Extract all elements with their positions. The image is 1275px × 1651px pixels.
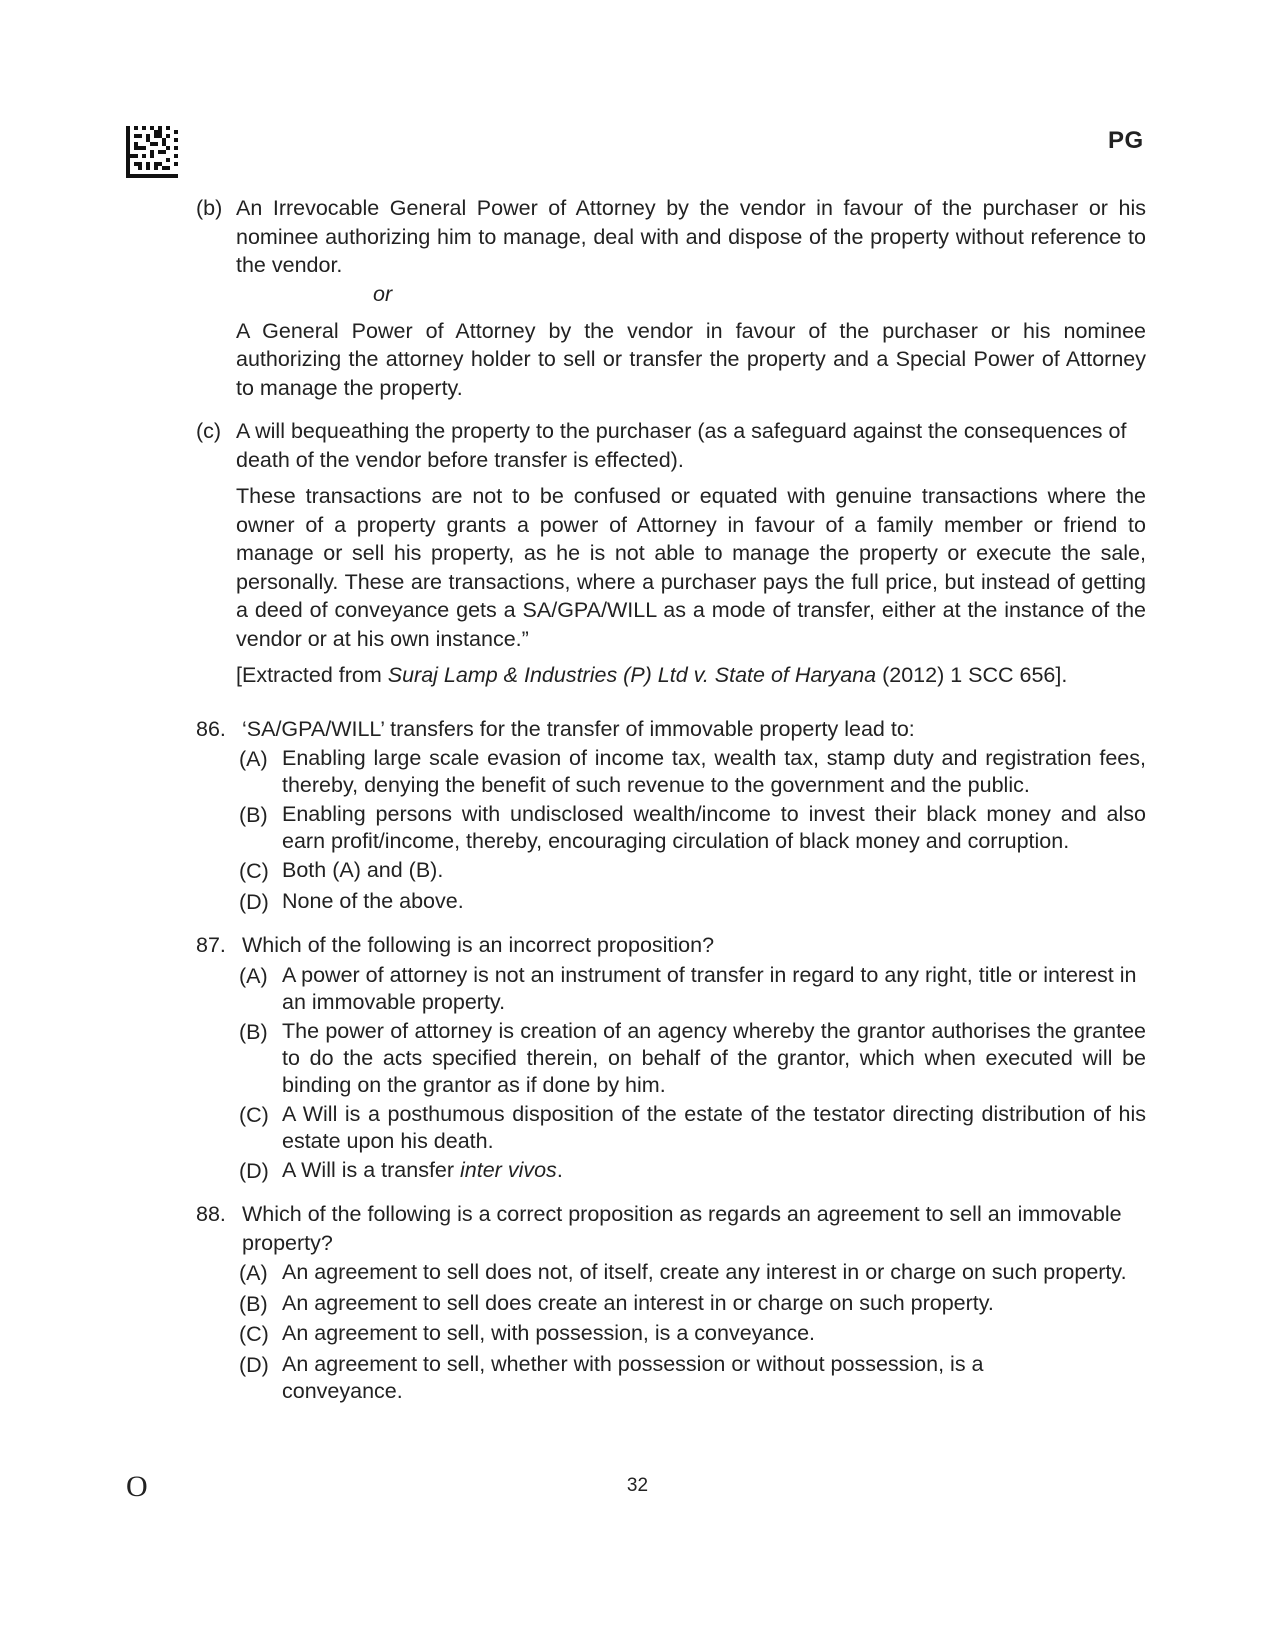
option-label: (A) xyxy=(239,963,268,988)
option-label: (D) xyxy=(239,1158,269,1183)
question-text: Which of the following is an incorrect proposition? xyxy=(242,933,715,957)
option-label: (C) xyxy=(239,1322,269,1346)
option-text-emphasis: inter vivos xyxy=(460,1157,557,1182)
question-88 xyxy=(196,1200,1146,1405)
option-c xyxy=(239,857,1146,886)
option-label: (A) xyxy=(239,747,268,771)
citation-case-name: Suraj Lamp & Industries (P) Ltd v. State of Haryana xyxy=(387,663,877,687)
option-text-pre: A Will is a transfer xyxy=(282,1157,461,1182)
option-a xyxy=(239,1259,1146,1288)
passage-item-c xyxy=(196,417,1146,690)
option-b xyxy=(239,1290,1146,1319)
option-d xyxy=(239,888,1146,917)
passage-text: An Irrevocable General Power of Attorney by the vendor in favour of the purchaser or his nominee authorizing him to manage, deal with and dispose of the property without reference to the vendor. xyxy=(236,196,1146,277)
passage-item-b xyxy=(196,194,1146,402)
option-a xyxy=(239,745,1146,799)
question-number: 87. xyxy=(196,933,226,957)
option-c xyxy=(239,1101,1146,1155)
question-text: Which of the following is a correct proposition as regards an agreement to sell an immovable property? xyxy=(242,1202,1122,1255)
or-separator: or xyxy=(373,281,393,306)
citation-post: (2012) 1 SCC 656]. xyxy=(876,663,1068,687)
passage-text: These transactions are not to be confused or equated with genuine transactions where the owner of a property grants a power of Attorney in favour of a family member or friend to manage or sell his property, as he is not able to manage the property or execute the sale, personally. These are transactions, where a purchaser pays the full price, but instead of getting a deed of conveyance gets a SA/GPA/WILL as a mode of transfer, either at the instance of the vendor or at his own instance.” xyxy=(236,484,1146,651)
option-a xyxy=(239,962,1146,1016)
qr-code-icon xyxy=(126,126,178,178)
set-code: O xyxy=(126,1470,148,1503)
option-text: An agreement to sell, with possession, is a conveyance. xyxy=(282,1321,816,1345)
option-text: Both (A) and (B). xyxy=(282,858,444,882)
option-text: An agreement to sell, whether with possession or without possession, is a conveyance. xyxy=(282,1351,984,1403)
option-b xyxy=(239,801,1146,855)
option-label: (D) xyxy=(239,1352,269,1377)
option-text: Enabling large scale evasion of income tax, wealth tax, stamp duty and registration fees, thereby, denying the benefit of such revenue to the government and the public. xyxy=(282,746,1146,797)
question-86 xyxy=(196,715,1146,917)
option-text: Enabling persons with undisclosed wealth/income to invest their black money and also earn profit/income, thereby, encouraging circulation of black money and corruption. xyxy=(282,802,1146,853)
option-text: The power of attorney is creation of an agency whereby the grantor authorises the grantee to do the acts specified therein, on behalf of the grantor, which when executed will be binding on the grantor as if done by him. xyxy=(282,1018,1146,1097)
option-label: (B) xyxy=(239,803,268,827)
option-text: An agreement to sell does create an interest in or charge on such property. xyxy=(282,1290,994,1315)
option-b xyxy=(239,1018,1146,1099)
option-label: (B) xyxy=(239,1291,268,1316)
question-number: 86. xyxy=(196,716,226,741)
question-87 xyxy=(196,931,1146,1185)
option-text: A power of attorney is not an instrument of transfer in regard to any right, title or interest in an immovable property. xyxy=(282,962,1137,1014)
item-label: (c) xyxy=(196,419,222,443)
option-text xyxy=(282,1157,1146,1186)
option-label: (C) xyxy=(239,859,269,883)
option-c xyxy=(239,1320,1146,1349)
option-text: A Will is a posthumous disposition of the estate of the testator directing distribution of his estate upon his death. xyxy=(282,1101,1146,1153)
option-label: (B) xyxy=(239,1019,268,1044)
option-label: (D) xyxy=(239,889,269,914)
option-d xyxy=(239,1157,1146,1186)
passage-text: A General Power of Attorney by the vendor in favour of the purchaser or his nominee authorizing the attorney holder to sell or transfer the property and a Special Power of Attorney to manage the property. xyxy=(236,318,1146,400)
question-text: ‘SA/GPA/WILL’ transfers for the transfer of immovable property lead to: xyxy=(242,716,915,741)
paper-code: PG xyxy=(1108,127,1144,154)
option-text: None of the above. xyxy=(282,888,464,913)
page-number: 32 xyxy=(626,1475,649,1496)
option-text: An agreement to sell does not, of itself, create any interest in or charge on such property. xyxy=(282,1260,1127,1284)
citation-pre: [Extracted from xyxy=(236,663,388,687)
option-text-post: . xyxy=(556,1157,563,1182)
item-label: (b) xyxy=(196,196,223,220)
option-label: (C) xyxy=(239,1102,269,1127)
citation xyxy=(236,661,1146,690)
passage-text: A will bequeathing the property to the purchaser (as a safeguard against the consequences of death of the vendor before transfer is effected). xyxy=(236,419,1127,472)
option-d xyxy=(239,1351,1146,1405)
page-content xyxy=(196,194,1146,1405)
question-number: 88. xyxy=(196,1202,226,1226)
option-label: (A) xyxy=(239,1261,268,1285)
